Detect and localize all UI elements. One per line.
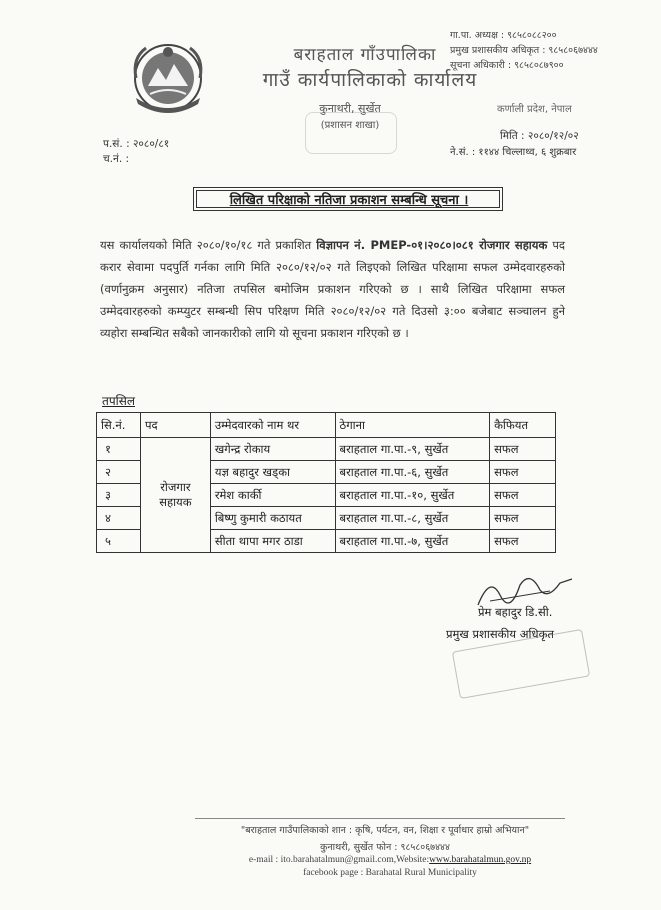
cell-remark: सफल xyxy=(490,438,556,461)
contact-cao: प्रमुख प्रशासकीय अधिकृत : ९८५८०६७४४४ xyxy=(450,45,598,56)
results-table xyxy=(96,412,556,553)
cell-sn: ४ xyxy=(97,507,141,530)
cell-name: यज्ञ बहादुर खड्का xyxy=(210,461,335,484)
body-text-bold: विज्ञापन नं. PMEP-०१।२०८०।०८१ रोजगार सहायक xyxy=(316,238,548,252)
footer-divider xyxy=(195,818,565,819)
cell-address: बराहताल गा.पा.-१०, सुर्खेत xyxy=(335,484,490,507)
cell-remark: सफल xyxy=(490,484,556,507)
header-sn: सि.नं. xyxy=(97,413,141,438)
email-label: e-mail : xyxy=(248,855,281,865)
signer-name: प्रेम बहादुर डि.सी. xyxy=(478,605,553,619)
header-post: पद xyxy=(140,413,210,438)
office-name: बराहताल गाँउपालिका xyxy=(293,45,437,65)
cell-name: खगेन्द्र रोकाय xyxy=(210,438,335,461)
header-name: उम्मेदवारको नाम थर xyxy=(210,413,335,438)
cell-address: बराहताल गा.पा.-६, सुर्खेत xyxy=(335,461,490,484)
cell-address: बराहताल गा.पा.-९, सुर्खेत xyxy=(335,438,490,461)
facebook-page: facebook page : Barahatal Rural Municipality xyxy=(303,868,477,878)
cell-address: बराहताल गा.पा.-८, सुर्खेत xyxy=(335,507,490,530)
post-line2: सहायक xyxy=(159,495,192,509)
footer-slogan: "बराहताल गाउँपालिकाको शान : कृषि, पर्यटन, वन, शिक्षा र पूर्वाधार हाम्रो अभियान" xyxy=(240,825,530,836)
body-text-part1: यस कार्यालयको मिति २०८०/१०/१८ गते प्रकाशित xyxy=(100,238,317,252)
email-address: ito.barahatalmun@gmail.com xyxy=(280,855,394,865)
province: कर्णाली प्रदेश, नेपाल xyxy=(497,104,572,115)
header-address: ठेगाना xyxy=(335,413,490,438)
nepal-sambat-date: ने.सं. : ११४४ चिल्लाथ्व, ६ शुक्रबार xyxy=(450,147,577,158)
footer-contact xyxy=(180,855,600,865)
header-remark: कैफियत xyxy=(490,413,556,438)
cell-post xyxy=(140,438,210,553)
table-label: तपसिल xyxy=(102,394,136,408)
nepal-emblem-icon xyxy=(128,38,208,116)
cell-remark: सफल xyxy=(490,461,556,484)
office-address: कुनाथरी, सुर्खेत xyxy=(319,102,381,115)
footer-address: कुनाथरी, सुर्खेत फोन : ९८५८०६७४४४ xyxy=(320,842,450,853)
cell-name: बिष्णु कुमारी कठायत xyxy=(210,507,335,530)
contact-chairman: गा.पा. अध्यक्ष : ९८५८०८८२०० xyxy=(450,30,557,41)
contact-list xyxy=(450,28,598,73)
letter-number: प.सं. : २०८०/८१ xyxy=(103,138,170,150)
cell-name: सीता थापा मगर ठाडा xyxy=(210,530,335,553)
body-text-part2: पद करार सेवामा पदपुर्ति गर्नका लागि मिति २०८०/१२/०२ गते लिइएको लिखित परिक्षामा सफल उम्मेदवारहरुको (वर्णानुक्रम अनुसार) नतिजा तपसिल बमोजिम प्रकाशन गरिएको छ । साथै लिखित परिक्षामा सफल उम्मेदवारहरुको कम्प्युटर सम्बन्धी सिप परिक्षण मिति २०८०/१२/०२ गते दिउसो ३:०० बजेबाट सञ्चालन हुने व्यहोरा सम्बन्धित सबैको जानकारीको लागि यो सूचना प्रकाशन गरिएको छ । xyxy=(100,238,565,340)
office-section: (प्रशासन शाखा) xyxy=(320,120,380,131)
dispatch-number: च.नं. : xyxy=(103,153,130,165)
office-title: गाउँ कार्यपालिकाको कार्यालय xyxy=(262,69,478,91)
cell-sn: १ xyxy=(97,438,141,461)
website-label: ,Website: xyxy=(393,855,430,865)
table-row xyxy=(97,438,556,461)
cell-address: बराहताल गा.पा.-७, सुर्खेत xyxy=(335,530,490,553)
date: मिति : २०८०/१२/०२ xyxy=(500,130,579,142)
contact-info-officer: सूचना अधिकारी : ९८५८०८७९०० xyxy=(450,60,564,71)
signer-designation: प्रमुख प्रशासकीय अधिकृत xyxy=(446,627,554,641)
cell-sn: २ xyxy=(97,461,141,484)
cell-remark: सफल xyxy=(490,530,556,553)
cell-sn: ३ xyxy=(97,484,141,507)
notice-title: लिखित परिक्षाको नतिजा प्रकाशन सम्बन्धि सूचना । xyxy=(229,193,469,208)
post-line1: रोजगार xyxy=(160,480,191,494)
cell-name: रमेश कार्की xyxy=(210,484,335,507)
cell-sn: ५ xyxy=(97,530,141,553)
cell-remark: सफल xyxy=(490,507,556,530)
website-link[interactable]: www.barahatalmun.gov.np xyxy=(429,855,532,865)
notice-body xyxy=(100,234,565,344)
table-header-row xyxy=(97,413,556,438)
